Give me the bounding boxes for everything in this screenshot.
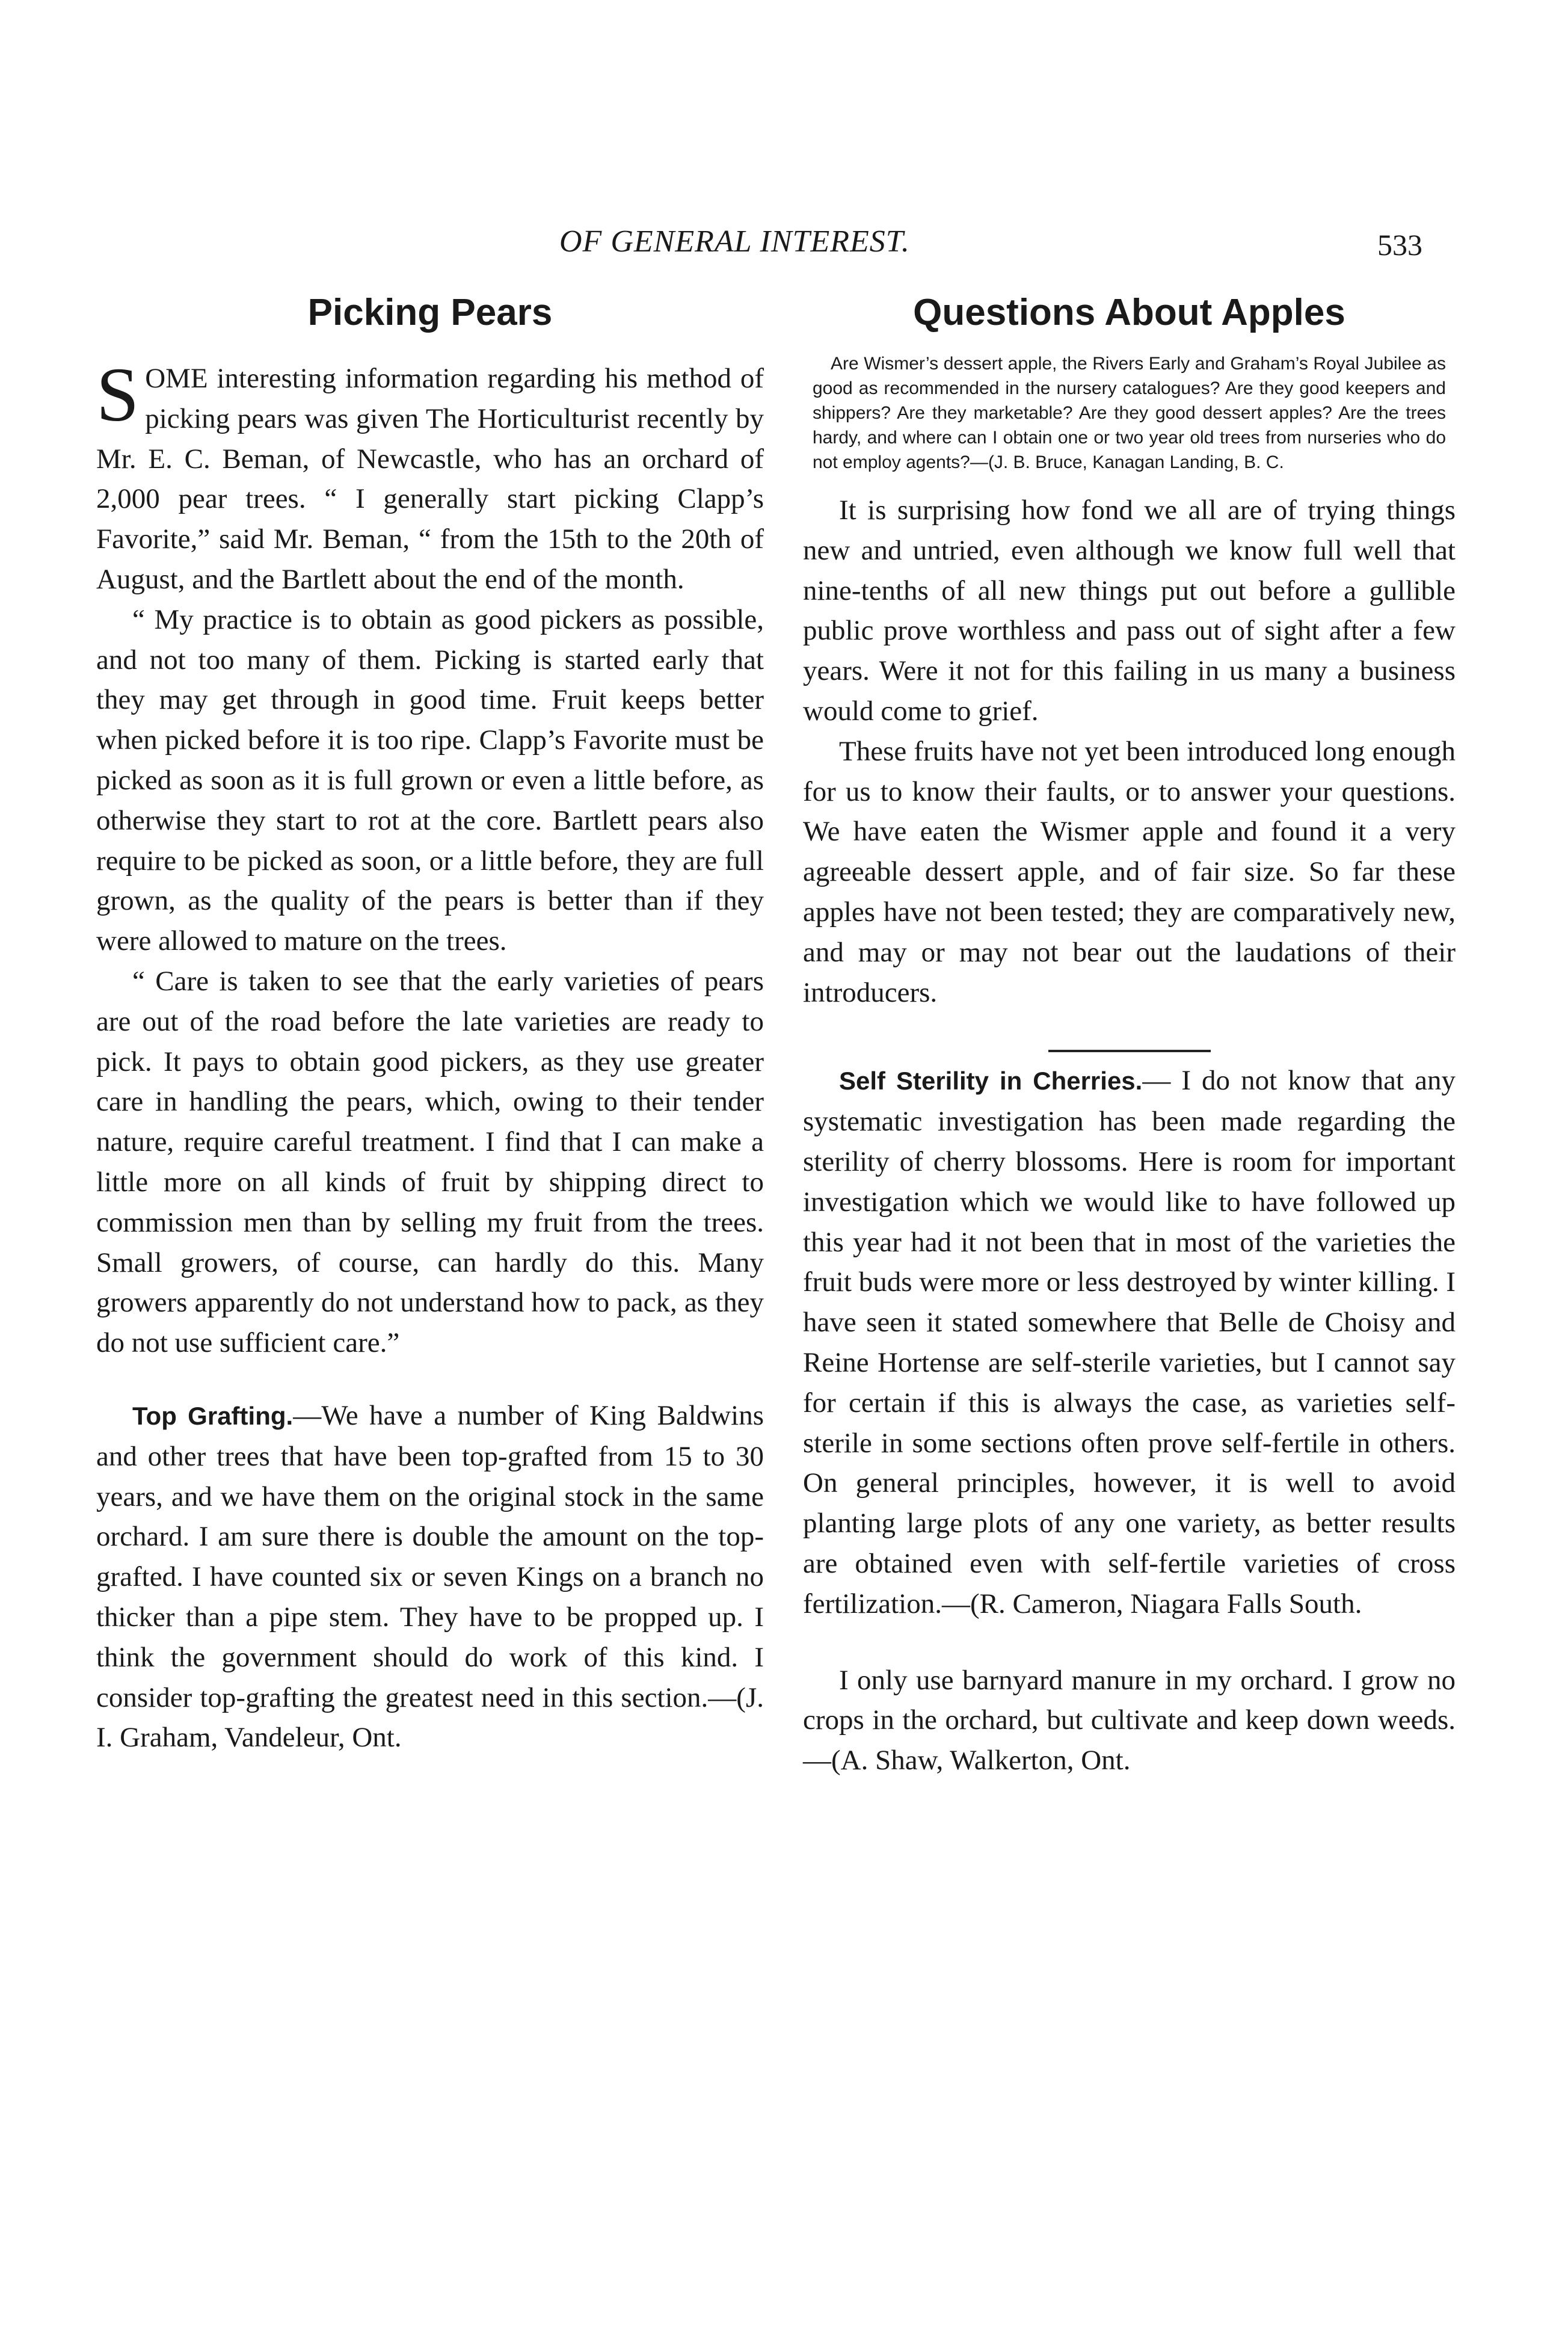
paragraph-top-grafting xyxy=(96,1396,764,1758)
paragraph-picking-intro xyxy=(96,352,764,600)
section-head-self-sterility: Self Sterility in Cherries. xyxy=(839,1067,1143,1096)
paragraph-manure: I only use barnyard manure in my orchard. I grow no crops in the orchard, but cultivate and keep down weeds.—(A. Shaw, Walkerton, Ont. xyxy=(803,1664,1456,1777)
page-header xyxy=(0,224,1568,266)
paragraph-picking-intro-text: OME interesting information regarding his method of picking pears was given The Horticulturist recently by Mr. E. C. Beman, of Newcastle, who has an orchard of 2,000 pear trees. “ I generally start picking Clapp’s Favorite,” said Mr. Beman, “ from the 15th to the 20th of August, and the Bartlett about the end of the month. xyxy=(96,363,764,595)
page-number: 533 xyxy=(1377,228,1422,262)
section-gap xyxy=(803,1012,1456,1050)
article-title-picking-pears: Picking Pears xyxy=(307,292,553,333)
running-title: OF GENERAL INTEREST. xyxy=(559,224,910,259)
paragraph-self-sterility xyxy=(803,1061,1456,1624)
section-gap xyxy=(96,1363,764,1396)
section-gap xyxy=(803,1624,1456,1660)
paragraph-answer-2: These fruits have not yet been introduced long enough for us to know their faults, or to answer your questions. We have eaten the Wismer apple and found it a very agreeable dessert apple, and of fair size. So far these apples have not been tested; they are comparatively new, and may or may not bear out the laudations of their introducers. xyxy=(803,735,1456,1008)
paragraph-answer-1: It is surprising how fond we all are of trying things new and untried, even although we know full well that nine-tenths of all new things put out before a gullible public prove worthless and pass out of sight after a few years. Were it not for this failing in us many a business would come to grief. xyxy=(803,495,1456,727)
paragraph-picking-care: “ Care is taken to see that the early varieties of pears are out of the road before the late varieties are ready to pick. It pays to obtain good pickers, as they use greater care in handling the pears, which, owing to their tender nature, require careful treatment. I find that I can make a little more on all kinds of fruit by shipping direct to commission men than by selling my fruit from the trees. Small growers, of course, can hardly do this. Many growers apparently do not understand how to pack, as they do not use sufficient care.” xyxy=(96,965,764,1359)
right-column xyxy=(803,289,1456,1781)
left-column xyxy=(96,289,764,1758)
reader-question: Are Wismer’s dessert apple, the Rivers Early and Graham’s Royal Jubilee as good as recommended in the nursery catalogues? Are they good keepers and shippers? Are they marketable? Are they good dessert apples? Are the trees hardy, and where can I obtain one or two year old trees from nurseries who do not employ agents?—(J. B. Bruce, Kanagan Landing, B. C. xyxy=(813,354,1446,472)
drop-cap: S xyxy=(96,352,140,437)
top-grafting-text: —We have a number of King Baldwins and other trees that have been top-grafted from 15 to 30 years, and we have them on the original stock in the same orchard. I am sure there is double the amount on the top-grafted. I have counted six or seven Kings on a branch no thicker than a pipe stem. They have to be propped up. I think the government should do work of this kind. I consider top-grafting the greatest need in this section.—(J. I. Graham, Vandeleur, Ont. xyxy=(96,1399,764,1754)
paragraph-picking-practice: “ My practice is to obtain as good pickers as possible, and not too many of them. Picking is started early that they may get through in good time. Fruit keeps better when picked before it is too ripe. Clapp’s Favorite must be picked as soon as it is full grown or even a little before, as otherwise they start to rot at the core. Bartlett pears also require to be picked as soon, or a little before, they are full grown, as the quality of the pears is better than if they were allowed to mature on the trees. xyxy=(96,603,764,957)
section-head-top-grafting: Top Grafting. xyxy=(132,1401,294,1430)
article-title-questions-apples: Questions About Apples xyxy=(913,292,1345,333)
self-sterility-text: — I do not know that any systematic investigation has been made regarding the sterility of cherry blossoms. Here is room for important investigation which we would like to have followed up this year had it not been that in most of the varieties the fruit buds were more or less destroyed by winter killing. I have seen it stated somewhere that Belle de Choisy and Reine Hortense are self-sterile varieties, but I cannot say for certain if this is always the case, as varieties self-sterile in some sections often prove self-fertile in others. On general principles, however, it is well to avoid planting large plots of any one variety, as better results are obtained even with self-fertile varieties of cross fertilization.—(R. Cameron, Niagara Falls South. xyxy=(803,1065,1456,1620)
